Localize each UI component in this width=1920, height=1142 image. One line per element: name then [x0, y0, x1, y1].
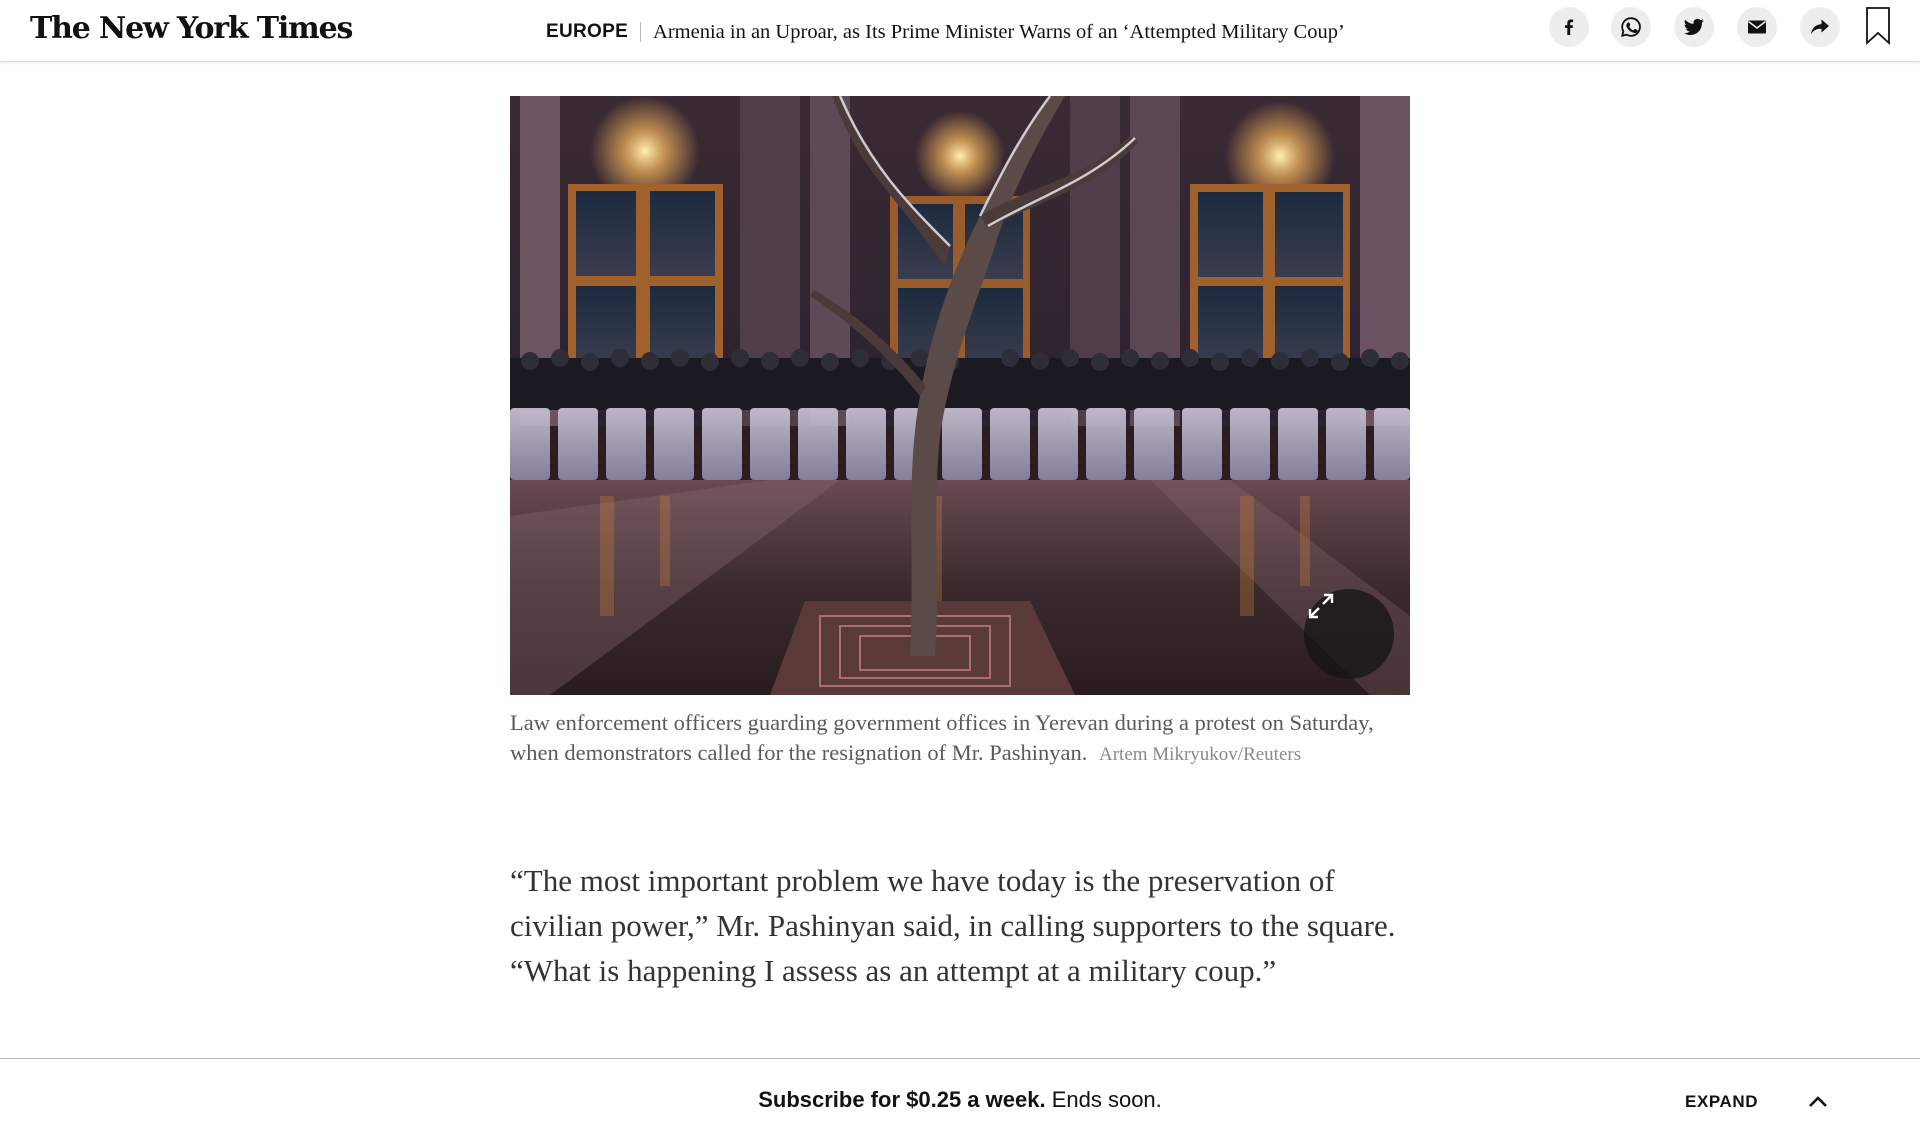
article-photo[interactable]	[510, 96, 1410, 695]
photo-credit: Artem Mikryukov/Reuters	[1099, 744, 1302, 765]
bookmark-icon[interactable]	[1864, 6, 1892, 46]
whatsapp-share-button[interactable]	[1611, 7, 1651, 47]
section-link[interactable]: EUROPE	[546, 21, 629, 42]
article-paragraph: “The most important problem we have today is the preservation of civilian power,” Mr. Pashinyan said, in calling supporters to the square. “What is happening I assess as an attempt at a military coup.”	[510, 863, 1396, 988]
twitter-share-button[interactable]	[1674, 7, 1714, 47]
top-bar	[0, 0, 1920, 62]
share-arrow-icon	[1810, 18, 1830, 36]
subscribe-message[interactable]	[0, 1087, 1920, 1113]
photo-caption	[510, 708, 1410, 770]
email-share-button[interactable]	[1737, 7, 1777, 47]
article-figure	[510, 96, 1410, 770]
protest-photo-illustration	[510, 96, 1410, 695]
expand-button[interactable]: EXPAND	[1685, 1092, 1759, 1111]
email-icon	[1747, 19, 1767, 35]
article-headline: Armenia in an Uproar, as Its Prime Minister Warns of an ‘Attempted Military Coup’	[653, 20, 1345, 43]
chevron-up-icon[interactable]	[1806, 1090, 1830, 1114]
nyt-logo[interactable]: The New York Times	[30, 11, 353, 46]
whatsapp-icon	[1620, 16, 1642, 38]
facebook-share-button[interactable]	[1549, 7, 1589, 47]
subscribe-offer: Subscribe for $0.25 a week.	[758, 1087, 1046, 1112]
subscribe-bar	[0, 1058, 1920, 1142]
more-share-button[interactable]	[1800, 7, 1840, 47]
expand-arrows-icon	[1304, 589, 1338, 623]
expand-image-button[interactable]	[1304, 589, 1394, 679]
kicker-divider	[640, 22, 641, 42]
caption-text: Law enforcement officers guarding government offices in Yerevan during a protest on Saturday, when demonstrators called for the resignation of Mr. Pashinyan.	[510, 710, 1374, 765]
facebook-icon	[1559, 17, 1579, 37]
sticky-headline	[546, 19, 1345, 45]
subscribe-note: Ends soon.	[1051, 1087, 1162, 1112]
twitter-icon	[1684, 18, 1704, 36]
